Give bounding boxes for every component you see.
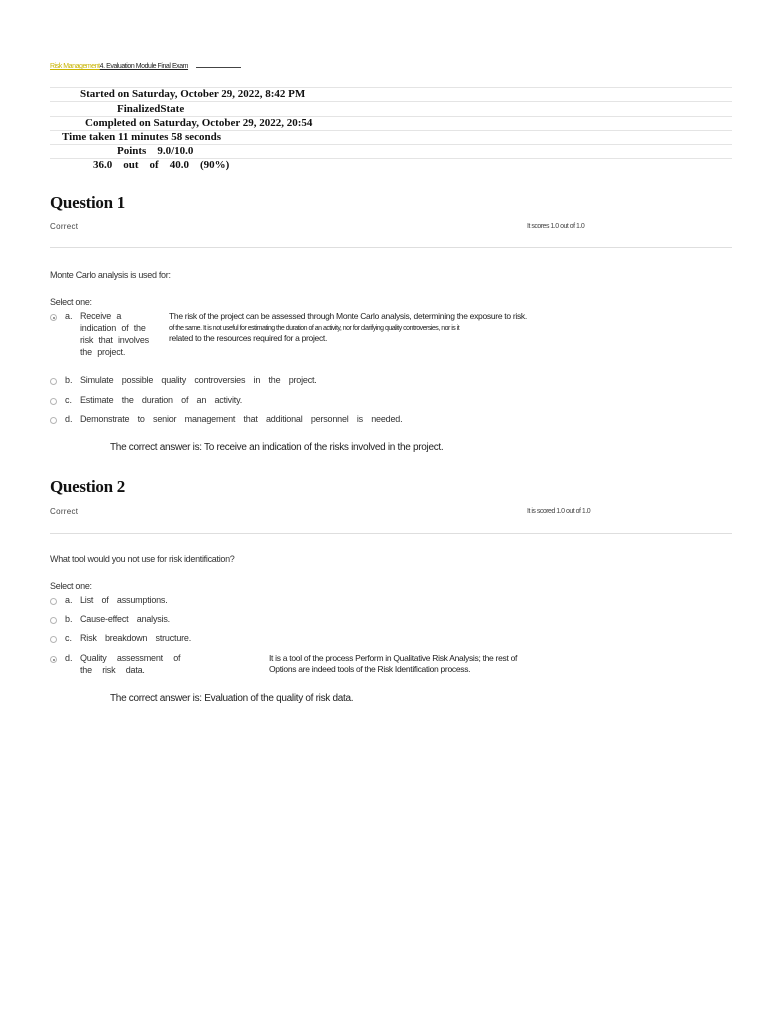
question-1-select-one: Select one: [50, 297, 92, 307]
q1-option-b-letter: b. [65, 375, 73, 385]
q1-option-c-radio[interactable] [50, 398, 57, 405]
q1-option-d-letter: d. [65, 414, 73, 424]
q1-option-b-radio[interactable] [50, 378, 57, 385]
q1-feedback-line-3: related to the resources required for a project. [169, 333, 328, 343]
q2-option-a-radio[interactable] [50, 598, 57, 605]
q1-option-a-label[interactable]: Receive a indication of the risk that involves the project. [80, 311, 149, 357]
question-2-correct-answer: The correct answer is: Evaluation of the quality of risk data. [110, 693, 354, 704]
q1-option-c-label[interactable]: Estimate the duration of an activity. [80, 395, 243, 405]
question-2-text: What tool would you not use for risk identification? [50, 554, 235, 564]
q2-option-d-letter: d. [65, 653, 73, 663]
q1-option-a-radio[interactable] [50, 314, 57, 321]
summary-points: Points 9.0/10.0 [117, 145, 194, 157]
question-1-divider [50, 247, 732, 248]
question-2-title: Question 2 [50, 477, 125, 496]
question-2-grade: It is scored 1.0 out of 1.0 [527, 508, 591, 515]
q2-option-c-label[interactable]: Risk breakdown structure. [80, 633, 192, 643]
q2-option-a-letter: a. [65, 595, 73, 605]
summary-started: Started on Saturday, October 29, 2022, 8:42 PM [80, 88, 306, 100]
question-2-state: Correct [50, 507, 79, 516]
question-2-divider [50, 533, 732, 534]
breadcrumb-underline [196, 61, 241, 68]
summary-state: FinalizedState [117, 103, 185, 115]
q2-option-c-letter: c. [65, 633, 73, 643]
q2-option-d-label[interactable]: Quality assessment of the risk data. [80, 653, 181, 675]
q2-option-b-radio[interactable] [50, 617, 57, 624]
question-1-state: Correct [50, 222, 79, 231]
question-1-correct-answer: The correct answer is: To receive an indication of the risks involved in the project. [110, 442, 444, 453]
q2-option-a-label[interactable]: List of assumptions. [80, 595, 168, 605]
question-2-select-one: Select one: [50, 581, 92, 591]
q1-feedback-line-2-text: of the same. It is not useful for estimating the duration of an activity, nor for clarifying quality controversies, nor is it [169, 325, 460, 332]
summary-time-taken: Time taken 11 minutes 58 seconds [62, 131, 222, 143]
q1-option-a-letter: a. [65, 311, 73, 321]
breadcrumb-current: 4. Evaluation Module Final Exam [99, 63, 189, 70]
q2-option-c-radio[interactable] [50, 636, 57, 643]
q1-option-b-label[interactable]: Simulate possible quality controversies in the project. [80, 375, 317, 385]
q1-feedback-line-1: The risk of the project can be assessed through Monte Carlo analysis, determining the exposure to risk. [169, 311, 527, 321]
q2-feedback-line-2: Options are indeed tools of the Risk Identification process. [269, 664, 471, 674]
q1-option-d-label[interactable]: Demonstrate to senior management that additional personnel is needed. [80, 414, 403, 424]
question-1-grade: It scores 1.0 out of 1.0 [527, 223, 585, 230]
summary-divider [50, 101, 732, 102]
q1-option-c-letter: c. [65, 395, 73, 405]
summary-score: 36.0 out of 40.0 (90%) [93, 159, 230, 171]
q2-option-b-letter: b. [65, 614, 73, 624]
q2-option-b-label[interactable]: Cause-effect analysis. [80, 614, 170, 624]
q2-feedback-line-1: It is a tool of the process Perform in Qualitative Risk Analysis; the rest of [269, 653, 518, 663]
q2-option-d-radio[interactable] [50, 656, 57, 663]
summary-completed: Completed on Saturday, October 29, 2022, 20:54 [85, 117, 313, 129]
breadcrumb-link-risk-management[interactable]: Risk Management [50, 63, 100, 70]
breadcrumb [50, 61, 241, 70]
q1-option-d-radio[interactable] [50, 417, 57, 424]
question-1-text: Monte Carlo analysis is used for: [50, 270, 171, 280]
question-1-title: Question 1 [50, 193, 125, 212]
